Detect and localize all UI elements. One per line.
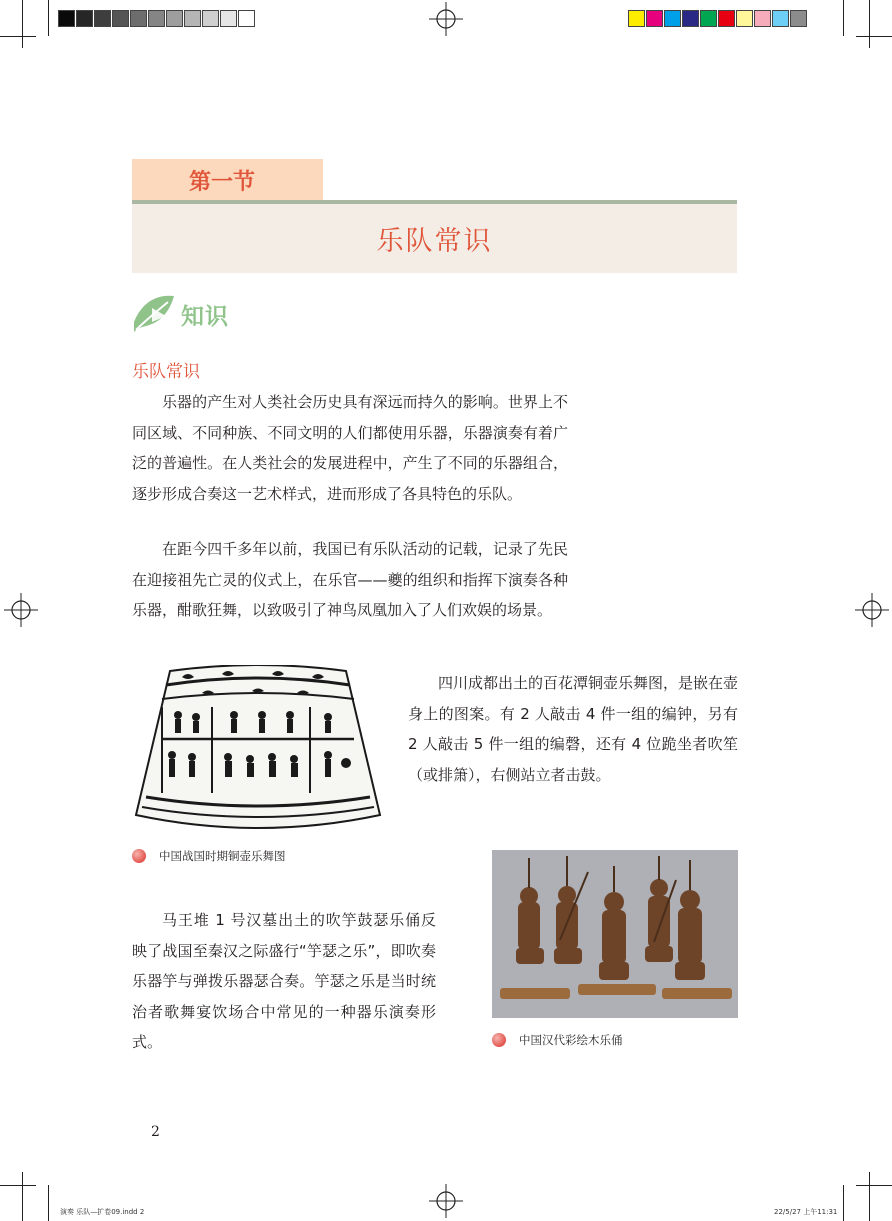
color-swatch — [202, 10, 219, 27]
leaf-icon — [132, 292, 176, 334]
paragraph-3: 四川成都出土的百花潭铜壶乐舞图，是嵌在壶身上的图案。有 2 人敲击 4 件一组的编钟，另有 2 人敲击 5 件一组的编磬，还有 4 位跪坐者吹笙（或排箫），右侧站立者击鼓。 — [408, 674, 739, 784]
caption-bullet-icon — [492, 1033, 506, 1047]
paragraph-1: 乐器的产生对人类社会历史具有深远而持久的影响。世界上不同区域、不同种族、不同文明的人们都使用乐器，乐器演奏有着广泛的普遍性。在人类社会的发展进程中，产生了不同的乐器组合，逐步形成合奏这一艺术样式，进而形成了各具特色的乐队。 — [132, 393, 568, 503]
page-number: 2 — [151, 1124, 160, 1140]
print-slug-right: 22/5/27 上午11:31 — [774, 1208, 838, 1216]
figurines-caption: 中国汉代彩绘木乐俑 — [492, 1032, 623, 1048]
color-swatch — [646, 10, 663, 27]
print-slug-left: 演奏 乐队—扩卷09.indd 2 — [60, 1208, 145, 1216]
caption-bullet-icon — [132, 849, 146, 863]
color-swatch — [130, 10, 147, 27]
color-swatch — [148, 10, 165, 27]
color-swatch — [772, 10, 789, 27]
color-swatch — [790, 10, 807, 27]
registration-mark-top — [429, 2, 463, 36]
registration-mark-right — [855, 593, 889, 627]
paragraph-2: 在距今四千多年以前，我国已有乐队活动的记载，记录了先民在迎接祖先亡灵的仪式上，在乐官——夔的组织和指挥下演奏各种乐器，酣歌狂舞，以致吸引了神鸟凤凰加入了人们欢娱的场景。 — [132, 540, 568, 619]
page-title: 乐队常识 — [376, 226, 493, 257]
bronze-pot-caption: 中国战国时期铜壶乐舞图 — [132, 848, 286, 864]
color-swatch — [700, 10, 717, 27]
color-swatch — [166, 10, 183, 27]
color-swatch — [238, 10, 255, 27]
color-swatch — [664, 10, 681, 27]
color-swatch — [220, 10, 237, 27]
color-swatch — [76, 10, 93, 27]
color-swatch — [736, 10, 753, 27]
section-tab-label: 第一节 — [189, 169, 256, 195]
wooden-figurines-photo — [492, 850, 738, 1018]
bronze-pot-image — [132, 665, 384, 831]
color-swatch — [58, 10, 75, 27]
color-swatch — [94, 10, 111, 27]
process-color-bar — [628, 10, 808, 27]
subheading: 乐队常识 — [132, 362, 200, 382]
color-swatch — [682, 10, 699, 27]
color-swatch — [628, 10, 645, 27]
registration-mark-left — [4, 593, 38, 627]
knowledge-label: 知识 — [181, 304, 229, 330]
paragraph-4: 马王堆 1 号汉墓出土的吹竽鼓瑟乐俑反映了战国至秦汉之际盛行“竽瑟之乐”，即吹奏乐器竽与弹拨乐器瑟合奏。竽瑟之乐是当时统治者歌舞宴饮场合中常见的一种器乐演奏形式。 — [132, 911, 436, 1051]
color-swatch — [754, 10, 771, 27]
section-tab — [132, 159, 323, 201]
registration-mark-bottom — [429, 1184, 463, 1218]
title-banner — [132, 204, 737, 273]
grayscale-color-bar — [58, 10, 256, 27]
color-swatch — [112, 10, 129, 27]
color-swatch — [718, 10, 735, 27]
color-swatch — [184, 10, 201, 27]
